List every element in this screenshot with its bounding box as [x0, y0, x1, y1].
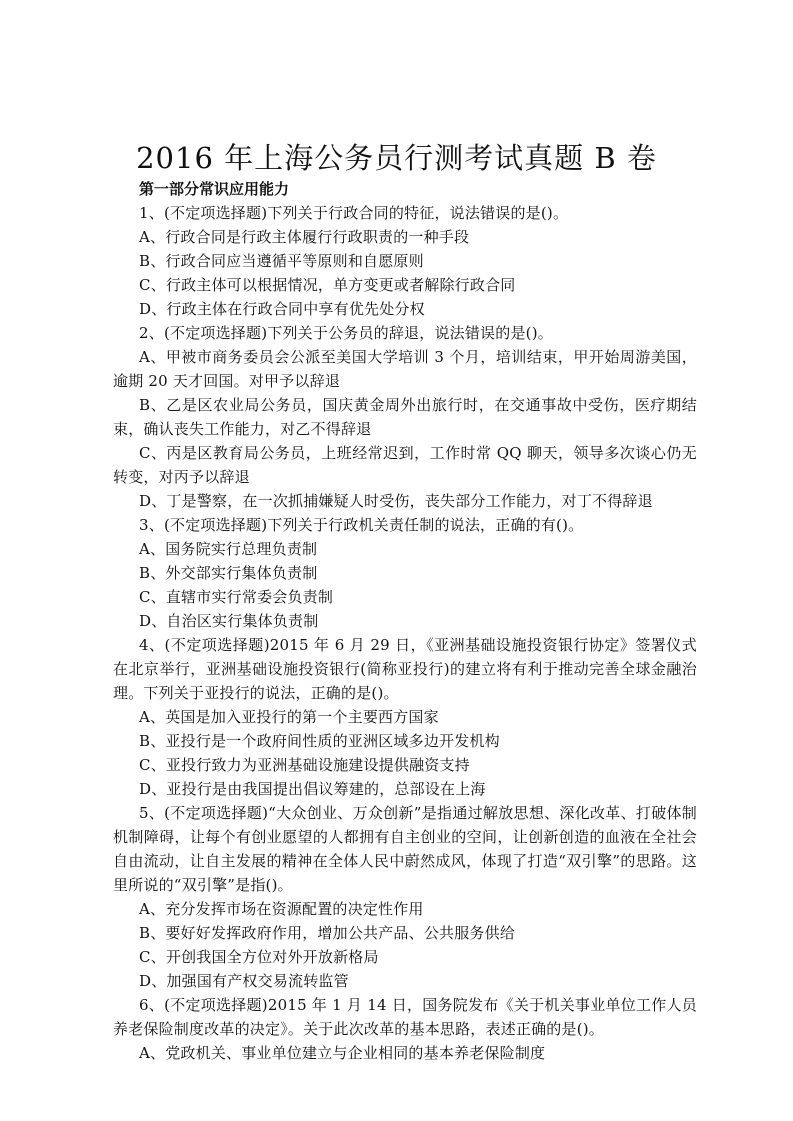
- answer-option: C、亚投行致力为亚洲基础设施建设提供融资支持: [139, 756, 470, 774]
- question-paragraph: 2、(不定项选择题)下列关于公务员的辞退，说法错误的是()。: [139, 324, 553, 342]
- question-paragraph: 1、(不定项选择题)下列关于行政合同的特征，说法错误的是()。: [139, 204, 569, 222]
- question-list: [113, 201, 697, 1065]
- question-paragraph: 6、(不定项选择题)2015 年 1 月 14 日，国务院发布《关于机关事业单位工作人员养老保险制度改革的决定》。关于此次改革的基本思路，表述正确的是()。: [113, 996, 697, 1038]
- answer-option: A、行政合同是行政主体履行行政职责的一种手段: [139, 228, 470, 246]
- answer-option: C、行政主体可以根据情况，单方变更或者解除行政合同: [139, 276, 516, 294]
- question-paragraph: 4、(不定项选择题)2015 年 6 月 29 日，《亚洲基础设施投资银行协定》签署仪式在北京举行，亚洲基础设施投资银行(简称亚投行)的建立将有利于推动完善全球金融治理。下列关于亚投行的说法，正确的是()。: [113, 636, 697, 702]
- question-paragraph: A、甲被市商务委员会公派至美国大学培训 3 个月，培训结束，甲开始周游美国，逾期 20 天才回国。对甲予以辞退: [113, 348, 697, 390]
- answer-option: A、英国是加入亚投行的第一个主要西方国家: [139, 708, 439, 726]
- document-title: 2016 年上海公务员行测考试真题 B 卷: [136, 141, 657, 175]
- answer-option: B、要好好发挥政府作用，增加公共产品、公共服务供给: [139, 924, 516, 942]
- answer-option: D、丁是警察，在一次抓捕嫌疑人时受伤，丧失部分工作能力，对丁不得辞退: [139, 492, 653, 510]
- question-paragraph: 5、(不定项选择题)“大众创业、万众创新”是指通过解放思想、深化改革、打破体制机制障碍，让每个有创业愿望的人都拥有自主创业的空间，让创新创造的血液在全社会自由流动，让自主发展的精神在全体人民中蔚然成风，体现了打造“双引擎”的思路。这里所说的“双引擎”是指()。: [113, 804, 697, 894]
- answer-option: B、行政合同应当遵循平等原则和自愿原则: [139, 252, 424, 270]
- answer-option: D、行政主体在行政合同中享有优先处分权: [139, 300, 425, 318]
- answer-option: B、外交部实行集体负责制: [139, 564, 318, 582]
- answer-option: A、党政机关、事业单位建立与企业相同的基本养老保险制度: [139, 1044, 546, 1062]
- question-paragraph: 3、(不定项选择题)下列关于行政机关责任制的说法，正确的有()。: [139, 516, 584, 534]
- answer-option: A、国务院实行总理负责制: [139, 540, 318, 558]
- question-paragraph: B、乙是区农业局公务员，国庆黄金周外出旅行时，在交通事故中受伤，医疗期结束，确认丧失工作能力，对乙不得辞退: [113, 396, 697, 438]
- answer-option: B、亚投行是一个政府间性质的亚洲区域多边开发机构: [139, 732, 500, 750]
- answer-option: C、开创我国全方位对外开放新格局: [139, 948, 379, 966]
- document-body: [113, 177, 697, 1065]
- answer-option: D、加强国有产权交易流转监管: [139, 972, 349, 990]
- section-heading: 第一部分常识应用能力: [139, 180, 290, 198]
- answer-option: D、亚投行是由我国提出倡议筹建的，总部设在上海: [139, 780, 486, 798]
- question-paragraph: C、丙是区教育局公务员，上班经常迟到，工作时常 QQ 聊天，领导多次谈心仍无转变，对丙予以辞退: [113, 444, 697, 486]
- answer-option: C、直辖市实行常委会负责制: [139, 588, 334, 606]
- answer-option: A、充分发挥市场在资源配置的决定性作用: [139, 900, 424, 918]
- answer-option: D、自治区实行集体负责制: [139, 612, 319, 630]
